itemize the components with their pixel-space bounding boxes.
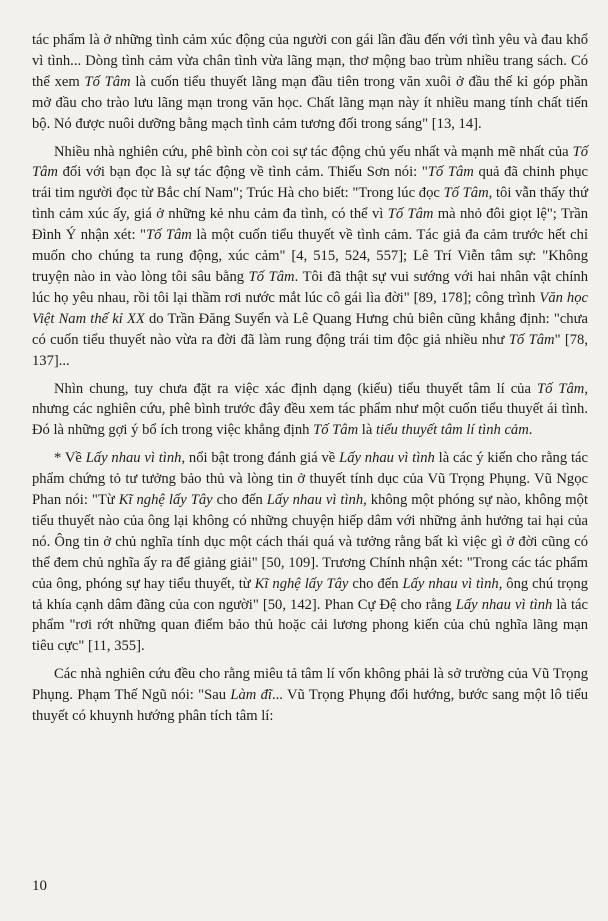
text-run: , nổi bật trong đánh giá về [181, 450, 340, 467]
italic-title: Làm đĩ [230, 687, 272, 704]
page-number: 10 [32, 878, 47, 894]
text-run: , không một phóng sự nào, không một tiểu thuyết nào của ông lại không có những chuyện hiếp dâm với những ảnh hưởng tai hại của nó. Ông tin ở chủ nghĩa tính dục một cách thái quá và tưởng rằng bất kì việc gì ở đời cũng có thể đem chủ nghĩa ấy ra để giảng giải" [50, 109]. Trương Chính nhận xét: "Trong các tác phẩm của ông, phóng sự hay tiểu thuyết, từ [32, 492, 588, 592]
text-run: . Tôi đã thật sự vui sướng với hai nhân vật chính lúc họ yêu nhau, rồi tôi lại thầm rơi nước mắt lúc cô gái lìa đời" [89, 178]; công trình [32, 268, 588, 306]
text-run: . [528, 422, 533, 439]
text-run: cho đến [348, 575, 403, 592]
text-run: , ông chú trọng tả khía cạnh dâm đãng của con người" [50, 142]. Phan Cự Đệ cho rằng [32, 575, 588, 613]
paragraph-p2 [32, 142, 588, 372]
italic-title: Tố Tâm [145, 227, 192, 244]
italic-title: Tố Tâm [32, 143, 588, 181]
italic-title: Tố Tâm [248, 268, 295, 285]
text-run: tác phẩm là ở những tình cảm xúc động của người con gái lần đầu đến với tình yêu và đau khổ vì tình... Dòng tình cảm vừa chân tình vừa lãng mạn, thơ mộng bao trùm nhiều trang sách. Có thể xem [32, 32, 588, 90]
italic-title: Tố Tâm [427, 164, 474, 181]
paragraph-p4 [32, 448, 588, 657]
italic-title: Kĩ nghệ lấy Tây [118, 492, 213, 509]
text-run: quả đã chinh phục trái tim người đọc từ Bắc chí Nam"; Trúc Hà cho biết: "Trong lúc đọc [32, 164, 589, 202]
text-run: đối với bạn đọc là sự tác động về tình cảm. Thiếu Sơn nói: " [57, 164, 428, 181]
italic-title: Tố Tâm [536, 380, 585, 397]
italic-title: Kĩ nghệ lấy Tây [254, 575, 349, 592]
italic-title: Tố Tâm [508, 331, 555, 348]
text-run: là [358, 422, 376, 439]
text-run: Các nhà nghiên cứu đều cho rằng miêu tả tâm lí vốn không phải là sở trường của Vũ Trọng Phụng. Phạm Thế Ngũ nói: "Sau [32, 666, 588, 704]
italic-title: tiểu thuyết tâm lí tình cảm [375, 422, 529, 439]
text-run: * Về [54, 450, 86, 467]
text-run: là một cuốn tiểu thuyết về tình cảm. Tác giả đa cảm trước hết chỉ muốn cho chúng ta rung động, xúc cảm" [4, 515, 524, 557]; Lê Trí Viễn tâm sự: "Không truyện nào in vào lòng tôi sâu bằng [32, 227, 589, 285]
body-text [32, 30, 588, 727]
italic-title: Tố Tâm [443, 185, 489, 202]
italic-title: Lấy nhau vì tình [266, 492, 364, 509]
italic-title: Lấy nhau vì tình [402, 575, 499, 592]
italic-title: Tố Tâm [387, 206, 434, 223]
text-run: mà nhỏ đôi giọt lệ"; Trần Đình Ý nhận xét: " [32, 206, 589, 244]
text-run: do Trần Đăng Suyển và Lê Quang Hưng chủ biên cũng khẳng định: "chưa có cuốn tiểu thuyết nào vừa ra đời đã làm rung động trái tim độc giả nhiều như [32, 310, 588, 348]
paragraph-p5 [32, 664, 588, 727]
text-run: ... Vũ Trọng Phụng đổi hướng, bước sang một lô tiểu thuyết có khuynh hướng phân tích tâm lí: [32, 687, 589, 725]
text-run: là cuốn tiểu thuyết lãng mạn đầu tiên trong văn xuôi ở đầu thế kỉ góp phần mở đầu cho trào lưu lãng mạn trong văn học. Chất lãng mạn này ít nhiều mang tính chất tiến bộ. Nó được nuôi dưỡng bằng mạch tình cảm tương đối trong sáng" [13, 14]. [32, 73, 588, 132]
text-run: , nhưng các nghiên cứu, phê bình trước đây đều xem tác phẩm như một cuốn tiểu thuyết ái tình. Đó là những gợi ý bổ ích trong việc khẳng định [32, 380, 588, 439]
italic-title: Văn học Việt Nam thế kỉ XX [32, 289, 588, 327]
italic-title: Lấy nhau vì tình [85, 450, 182, 467]
italic-title: Tố Tâm [84, 73, 131, 90]
italic-title: Lấy nhau vì tình [339, 450, 435, 467]
text-run: , tôi vẫn thấy thứ tình cảm xúc ấy, giá ở những kẻ nhu cảm đa tình, có thể vì [32, 185, 588, 223]
italic-title: Tố Tâm [313, 422, 359, 439]
text-run: Nhiều nhà nghiên cứu, phê bình còn coi sự tác động chủ yếu nhất và mạnh mẽ nhất của [54, 143, 573, 160]
paragraph-p1 [32, 30, 588, 135]
text-run: là các ý kiến cho rằng tác phẩm chứng tỏ tư tưởng bảo thủ và lòng tin ở thuyết tính dục của Vũ Trọng Phụng. Vũ Ngọc Phan nói: "Từ [32, 450, 588, 509]
text-run: cho đến [212, 492, 267, 509]
paragraph-p3 [32, 379, 588, 442]
text-run: Nhìn chung, tuy chưa đặt ra việc xác định dạng (kiểu) tiểu thuyết tâm lí của [54, 380, 537, 397]
text-run: là tác phẩm "rơi rớt những quan điểm bảo thủ hoặc cải lương phong kiến của chủ nghĩa lãng mạn tiêu cực" [11, 355]. [32, 596, 588, 655]
italic-title: Lấy nhau vì tình [455, 596, 553, 613]
text-run: " [78, 137]... [32, 331, 589, 369]
